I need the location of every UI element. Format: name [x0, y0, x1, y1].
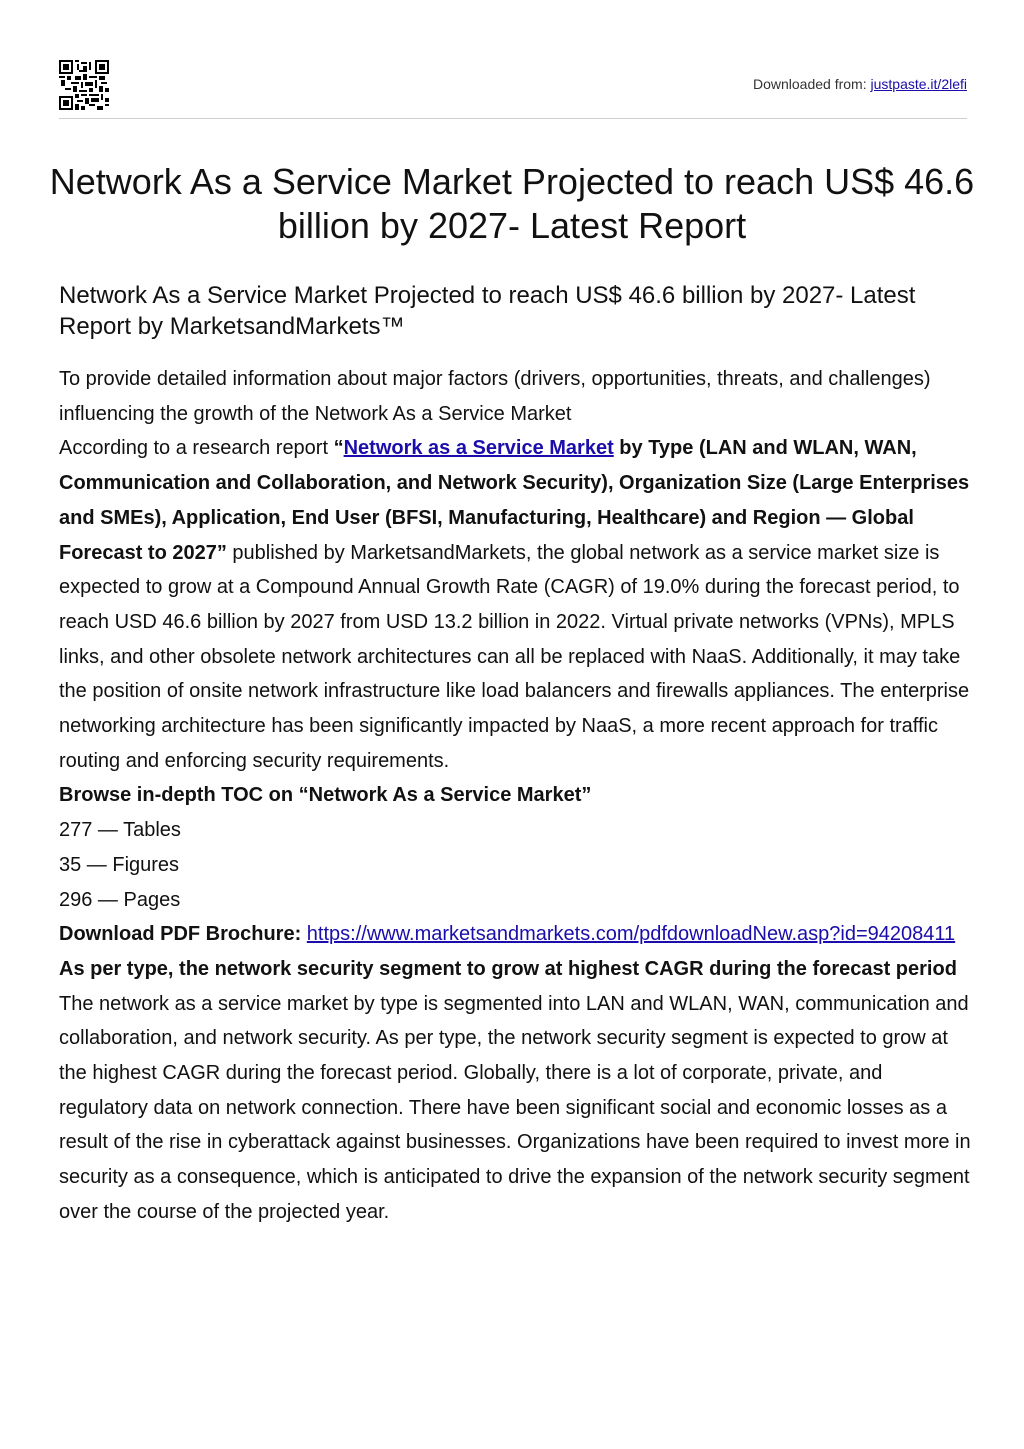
- according-prefix: According to a research report: [59, 437, 334, 460]
- source-link[interactable]: justpaste.it/2lefi: [870, 76, 967, 92]
- report-paragraph: [59, 431, 971, 778]
- toc-pages: 296 — Pages: [59, 888, 181, 911]
- page-title: Network As a Service Market Projected to reach US$ 46.6 billion by 2027- Latest Report: [49, 161, 975, 246]
- brochure-link[interactable]: https://www.marketsandmarkets.com/pdfdownloadNew.asp?id=94208411: [306, 923, 956, 946]
- page-header: [59, 60, 967, 119]
- toc-tables: 277 — Tables: [59, 819, 181, 842]
- report-description: published by MarketsandMarkets, the global network as a service market size is expected to grow at a Compound Annual Growth Rate (CAGR) of 19.0% during the forecast period, to reach USD 46.6 billion by 2027 from USD 13.2 billion in 2022. Virtual private networks (VPNs), MPLS links, and other obsolete network architectures can all be replaced with NaaS. Additionally, it may take the position of onsite network infrastructure like load balancers and firewalls appliances. The enterprise networking architecture has been significantly impacted by NaaS, a more recent approach for traffic routing and enforcing security requirements.: [59, 541, 970, 772]
- toc-figures: 35 — Figures: [59, 853, 180, 876]
- brochure-label: Download PDF Brochure:: [59, 923, 302, 946]
- section-heading-text: As per type, the network security segment to grow at highest CAGR during the forecast period: [59, 957, 957, 980]
- intro-paragraph: To provide detailed information about major factors (drivers, opportunities, threats, and challenges) influencing the growth of the Network As a Service Market: [59, 368, 931, 425]
- toc-heading-text: Browse in-depth TOC on “Network As a Service Market”: [59, 784, 592, 807]
- brochure-line: [59, 917, 971, 952]
- report-link[interactable]: Network as a Service Market: [343, 437, 614, 460]
- qr-code-icon: [59, 60, 109, 110]
- downloaded-label: Downloaded from:: [752, 76, 867, 92]
- section-heading: [59, 952, 971, 987]
- page-subtitle: Network As a Service Market Projected to reach US$ 46.6 billion by 2027- Latest Report by MarketsandMarkets™: [59, 282, 916, 340]
- report-title-rest: by Type (LAN and WLAN, WAN, Communication and Collaboration, and Network Security), Organization Size (Large Enterprises and SMEs), Application, End User (BFSI, Manufacturing, Healthcare) and Region — Global Forecast to 2027”: [59, 437, 970, 564]
- downloaded-from: [753, 76, 967, 92]
- section-paragraph: The network as a service market by type is segmented into LAN and WLAN, WAN, communication and collaboration, and network security. As per type, the network security segment is expected to grow at the highest CAGR during the forecast period. Globally, there is a lot of corporate, private, and regulatory data on network connection. There have been significant social and economic losses as a result of the rise in cyberattack against businesses. Organizations have been required to invest more in security as a consequence, which is anticipated to drive the expansion of the network security segment over the course of the projected year.: [59, 992, 971, 1223]
- toc-heading: [59, 778, 971, 813]
- article-body: [59, 362, 971, 1230]
- open-quote: “: [333, 437, 344, 460]
